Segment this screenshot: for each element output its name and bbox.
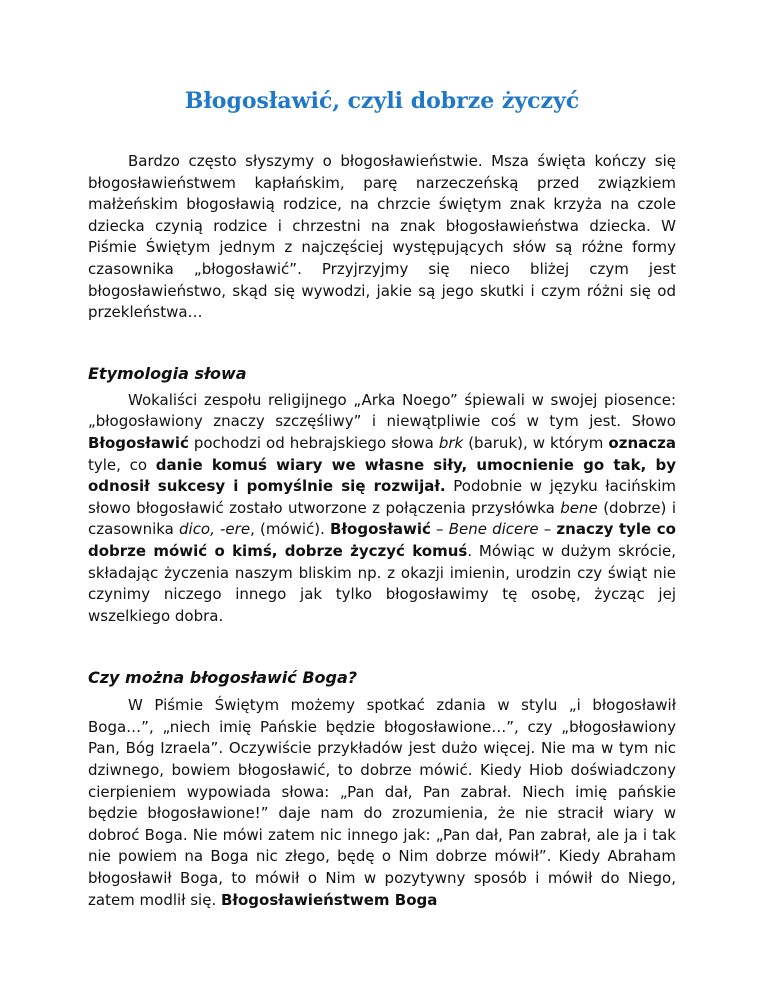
- italic-term: bene: [560, 498, 598, 517]
- page-title: Błogosławić, czyli dobrze życzyć: [184, 88, 580, 114]
- bold-phrase: danie komuś wiary we własne siły, umocnienie go tak, by odnosił sukcesy i pomyślnie się rozwijał.: [88, 455, 676, 496]
- text-run: Wokaliści zespołu religijnego „Arka Noego” śpiewali w swojej piosence: „błogosławiony znaczy szczęśliwy” i niewątpliwie coś w tym jest. Słowo: [88, 390, 676, 431]
- text-run: tyle, co: [88, 455, 156, 474]
- section-heading-etymology: Etymologia słowa: [88, 363, 247, 383]
- text-run: W Piśmie Świętym możemy spotkać zdania w stylu „i błogosławił Boga…”, „niech imię Pańskie będzie błogosławione…”, czy „błogosławiony Pan, Bóg Izraela”. Oczywiście przykładów jest dużo więcej. Nie ma w tym nic dziwnego, bowiem błogosławić, to dobrze mówić. Kiedy Hiob doświadczony cierpieniem wypowiada słowa: „Pan dał, Pan zabrał. Niech imię pańskie będzie błogosławione!” daje nam do zrozumienia, że nie stracił wiary w dobroć Boga. Nie mówi zatem nic innego jak: „Pan dał, Pan zabrał, ale ja i tak nie powiem na Boga nic złego, będę o Nim dobrze mówił”. Kiedy Abraham błogosławił Boga, to mówił o Nim w pozytywny sposób i mówił do Niego, zatem modlił się.: [88, 696, 676, 909]
- bold-phrase: znaczy tyle co dobrze mówić o kimś, dobrze życzyć komuś: [88, 520, 676, 560]
- italic-term: brk: [438, 433, 464, 452]
- bold-term: Błogosławić: [88, 433, 189, 452]
- bless-god-paragraph: [88, 695, 676, 911]
- bold-term: oznacza: [608, 433, 676, 452]
- section-heading-bless-god: Czy można błogosławić Boga?: [88, 668, 358, 688]
- text-run: (baruk), w którym: [463, 433, 609, 452]
- etymology-paragraph: [88, 390, 676, 628]
- text-run: –: [430, 520, 449, 539]
- italic-term: dico, -ere: [179, 520, 251, 539]
- text-run: Podobnie w języku łacińskim słowo błogosławić zostało utworzone z połączenia przysłówka: [88, 477, 676, 517]
- text-run: . Mówiąc w dużym skrócie, składając życzenia naszym bliskim np. z okazji imienin, urodzin czy świąt nie czynimy niczego innego jak tylko błogosławimy tę osobę, życząc jej wszelkiego dobra.: [88, 541, 676, 625]
- intro-paragraph: Bardzo często słyszymy o błogosławieństwie. Msza święta kończy się błogosławieństwem kapłańskim, parę narzeczeńską przed związkiem małżeńskim błogosławią rodzice, na chrzcie świętym znak krzyża na czole dziecka czynią rodzice i chrzestni na znak błogosławieństwa dziecka. W Piśmie Świętym jednym z najczęściej występujących słów są różne formy czasownika „błogosławić”. Przyjrzyjmy się nieco bliżej czym jest błogosławieństwo, skąd się wywodzi, jakie są jego skutki i czym różni się od przekleństwa…: [88, 152, 676, 322]
- italic-term: Bene dicere: [448, 520, 539, 539]
- text-run: , (mówić).: [250, 520, 331, 539]
- text-run: pochodzi od hebrajskiego słowa: [188, 433, 439, 452]
- bold-term: Błogosławić: [330, 520, 431, 539]
- bold-phrase: Błogosławieństwem Boga: [220, 890, 438, 909]
- text-run: –: [538, 520, 557, 539]
- text-run: (dobrze) i czasownika: [88, 498, 676, 539]
